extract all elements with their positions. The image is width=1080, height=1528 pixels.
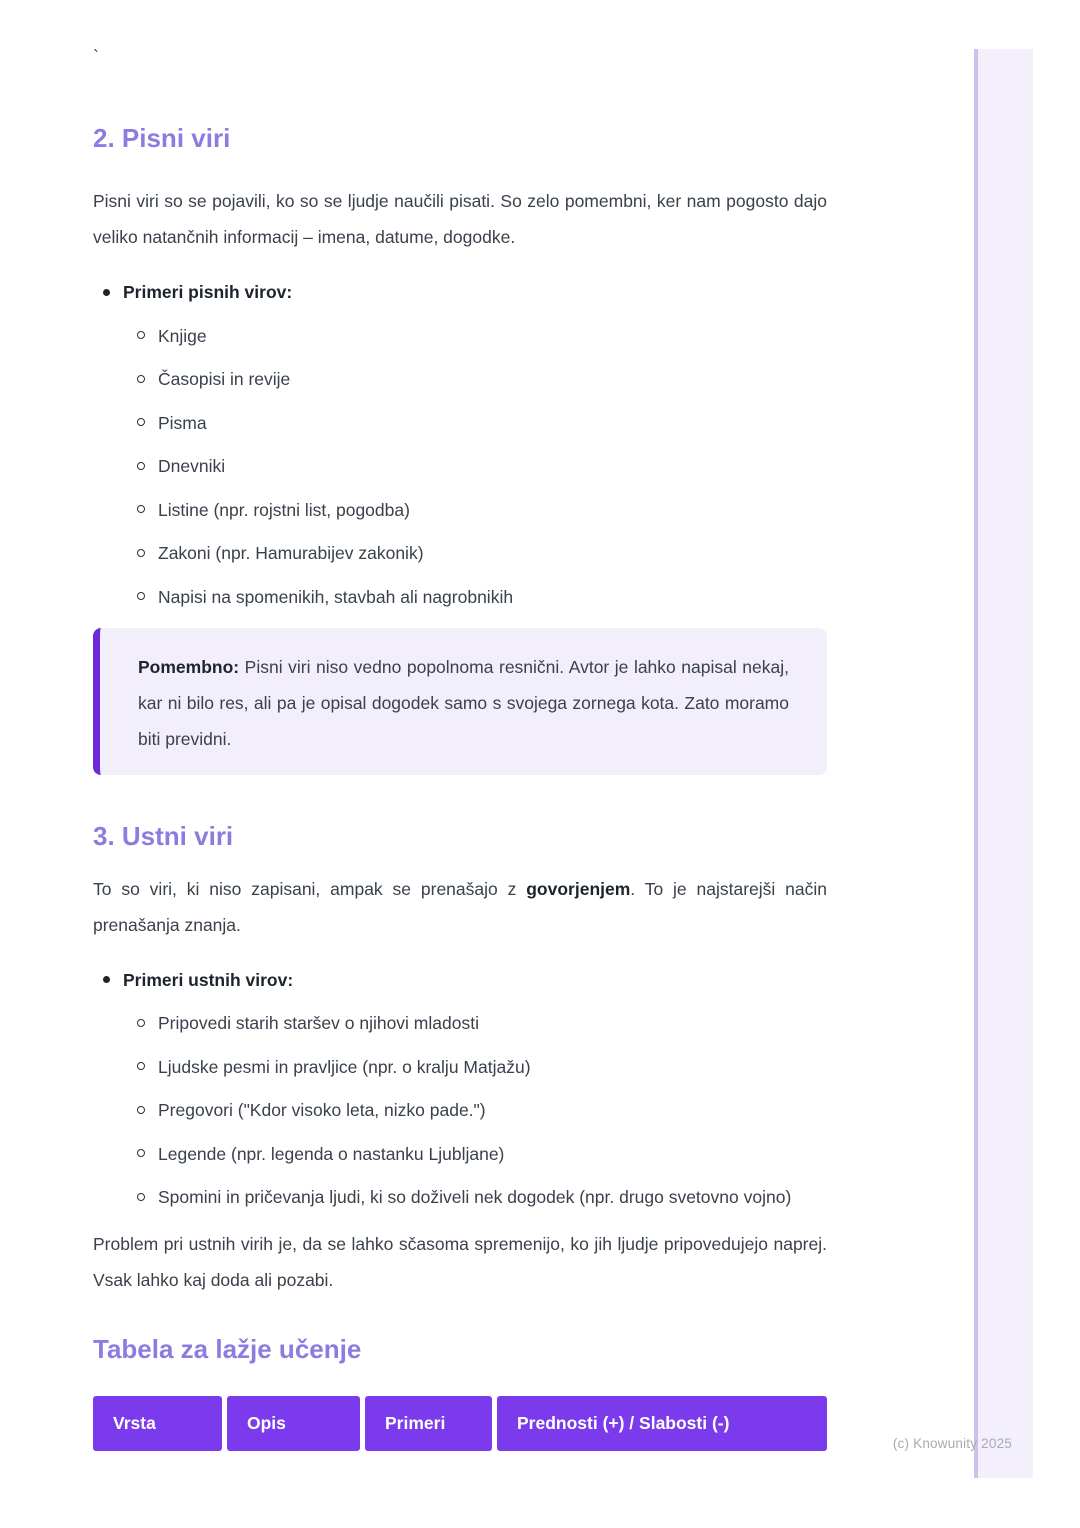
important-callout-box [93,628,827,775]
list-item: Pregovori ("Kdor visoko leta, nizko pade.") [93,1092,827,1128]
bullet-disc-icon [103,962,123,998]
list-item: Spomini in pričevanja ljudi, ki so doživeli nek dogodek (npr. drugo svetovno vojno) [93,1179,827,1215]
bullet-circle-icon [137,1179,158,1215]
list-item: Ljudske pesmi in pravljice (npr. o kralju Matjažu) [93,1049,827,1085]
ustni-viri-problem-paragraph: Problem pri ustnih virih je, da se lahko sčasoma spremenijo, ko jih ljudje pripovedujejo naprej. Vsak lahko kaj doda ali pozabi. [93,1234,827,1290]
bold-keyword: govorjenjem [526,878,631,899]
table-header-primeri: Primeri [365,1396,492,1451]
bullet-circle-icon [137,579,158,615]
pisni-viri-list [93,274,827,615]
table-header-prednosti-slabosti: Prednosti (+) / Slabosti (-) [497,1396,827,1451]
right-scroll-strip[interactable] [974,49,1033,1478]
list-item: Zakoni (npr. Hamurabijev zakonik) [93,535,827,571]
list-item: Knjige [93,318,827,354]
bullet-circle-icon [137,492,158,528]
list-item: Primeri pisnih virov: [93,274,827,310]
bullet-circle-icon [137,405,158,441]
list-item: Primeri ustnih virov: [93,962,827,998]
list-item: Pripovedi starih staršev o njihovi mladosti [93,1005,827,1041]
list-item: Napisi na spomenikih, stavbah ali nagrobnikih [93,579,827,615]
bullet-circle-icon [137,318,158,354]
pisni-viri-intro-paragraph: Pisni viri so se pojavili, ko so se ljudje naučili pisati. So zelo pomembni, ker nam pogosto dajo veliko natančnih informacij – imena, datume, dogodke. [93,191,827,247]
study-table-header-row [93,1396,827,1451]
section-heading-tabela: Tabela za lažje učenje [93,1334,362,1364]
section-heading-pisni-viri: 2. Pisni viri [93,123,231,153]
callout-paragraph [138,649,789,757]
callout-text: Pisni viri niso vedno popolnoma resnični. Avtor je lahko napisal nekaj, kar ni bilo res, ali pa je opisal dogodek samo s svojega zornega kota. Zato moramo biti previdni. [138,656,789,749]
list-item: Pisma [93,405,827,441]
bullet-circle-icon [137,1136,158,1172]
list-item: Legende (npr. legenda o nastanku Ljubljane) [93,1136,827,1172]
table-header-opis: Opis [227,1396,360,1451]
bullet-circle-icon [137,1005,158,1041]
list-item: Dnevniki [93,448,827,484]
section-heading-ustni-viri: 3. Ustni viri [93,820,234,851]
bullet-circle-icon [137,448,158,484]
bullet-circle-icon [137,361,158,397]
document-page [93,0,827,1451]
ustni-viri-intro-paragraph: To so viri, ki niso zapisani, ampak se prenašajo z govorjenjem. To je najstarejši način prenašanja znanja. [93,878,828,935]
stray-backtick-character: ` [93,47,99,67]
callout-label: Pomembno: [138,656,240,677]
bullet-circle-icon [137,1049,158,1085]
copyright-watermark: (c) Knowunity 2025 [892,1436,1012,1451]
bullet-circle-icon [137,1092,158,1128]
list-item: Listine (npr. rojstni list, pogodba) [93,492,827,528]
ustni-viri-list [93,962,827,1216]
bullet-disc-icon [103,274,123,310]
table-header-vrsta: Vrsta [93,1396,222,1451]
list-item: Časopisi in revije [93,361,827,397]
bullet-circle-icon [137,535,158,571]
